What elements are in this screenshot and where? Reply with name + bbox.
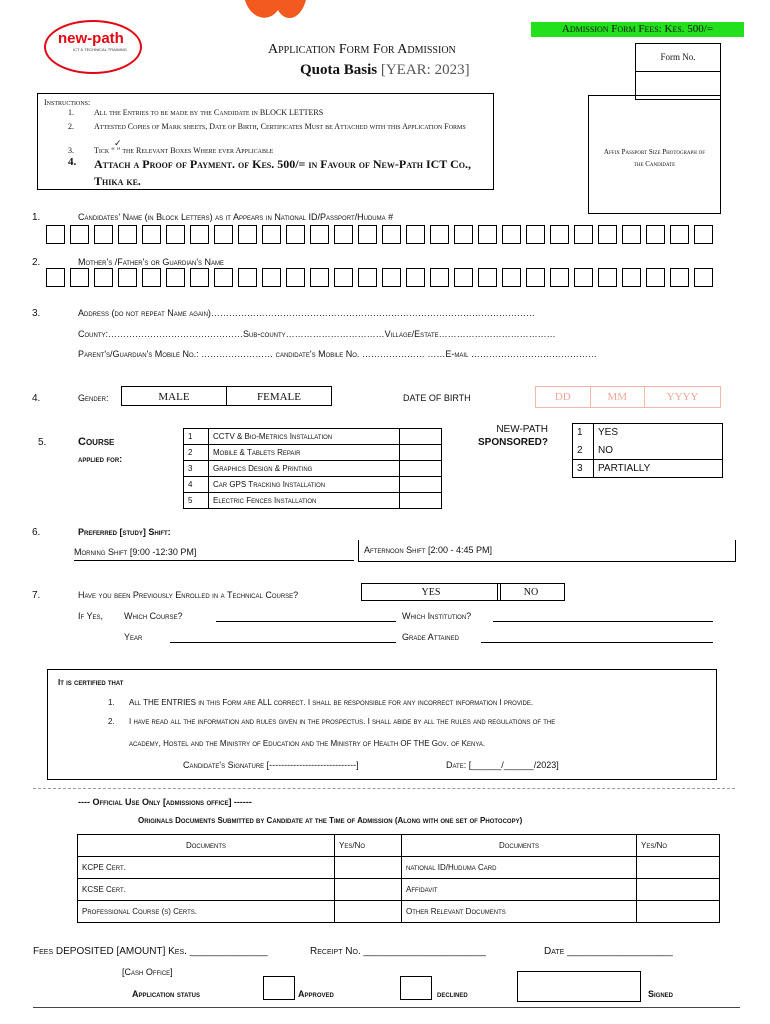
instructions-box: [37, 93, 494, 190]
dob-label: DATE OF BIRTH: [403, 393, 471, 403]
course-option: Graphics Design & Printing: [209, 461, 400, 477]
document-row: Other Relevant Documents: [402, 901, 637, 923]
instruction-2: Attested Copies of Mark sheets, Date of Birth, Certificates Must be Attached with this Application Forms: [94, 122, 466, 131]
instruction-1: All the Entries to be made by the Candidate in BLOCK LETTERS: [94, 108, 324, 117]
q3-number: 3.: [32, 308, 41, 319]
document-yesno[interactable]: [335, 901, 402, 923]
dob-field[interactable]: [535, 386, 721, 408]
receipt-no[interactable]: Receipt No. ______________________: [310, 946, 486, 957]
year-input[interactable]: [170, 642, 396, 643]
q2-label: Mother's /Father's or Guardian's Name: [78, 257, 225, 267]
form-no-box: [635, 43, 721, 100]
year-label: Year: [124, 632, 143, 642]
course-table: [183, 428, 442, 509]
document-row: KCPE Cert.: [78, 857, 335, 879]
col-yesno: Yes/No: [335, 835, 402, 857]
which-institution-label: Which Institution?: [402, 611, 472, 621]
documents-table: [77, 834, 720, 923]
office-use-subheading: Originals Documents Submitted by Candidate at the Time of Admission (Along with one set of Photocopy): [138, 816, 523, 825]
name-grid[interactable]: [46, 225, 718, 244]
shift-label: Preferred [study] Shift:: [78, 527, 171, 537]
instructions-heading: Instructions:: [44, 98, 91, 107]
sponsored-number: 2: [573, 442, 594, 460]
instruction-3-number: 3.: [68, 146, 74, 155]
footer-date[interactable]: Date ___________________: [544, 946, 673, 957]
document-yesno[interactable]: [637, 857, 720, 879]
course-checkbox[interactable]: [400, 461, 442, 477]
office-use-heading: ---- Official Use Only [admissions office] ------: [78, 797, 252, 807]
q4-number: 4.: [32, 393, 41, 404]
address-field[interactable]: Address (do not repeat Name again)………………………………………………………………………………………………: [78, 308, 535, 318]
q1-number: 1.: [32, 212, 41, 223]
signature-date[interactable]: Date: [______/______/2023]: [446, 760, 559, 770]
document-row: KCSE Cert.: [78, 879, 335, 901]
passport-photo-box[interactable]: [588, 95, 721, 214]
course-checkbox[interactable]: [400, 493, 442, 509]
instruction-4-number: 4.: [68, 156, 77, 168]
declined-label: declined: [437, 989, 468, 999]
gender-female[interactable]: FEMALE: [226, 386, 332, 406]
guardian-name-grid[interactable]: [46, 268, 718, 287]
grade-input[interactable]: [481, 642, 713, 643]
document-yesno[interactable]: [637, 879, 720, 901]
q7-number: 7.: [32, 590, 41, 601]
course-number: 1: [184, 429, 209, 445]
which-course-label: Which Course?: [124, 611, 183, 621]
q5-number: 5.: [38, 437, 47, 448]
fees-deposited[interactable]: Fees DEPOSITED [AMOUNT] Kes. ______________: [33, 946, 268, 957]
signed-box[interactable]: [517, 971, 641, 1002]
instruction-2-number: 2.: [68, 122, 74, 131]
certification-1: All THE ENTRIES in this Form are ALL correct. I shall be responsible for any incorrect information I provide.: [129, 698, 534, 707]
q2-number: 2.: [32, 257, 41, 268]
previous-course-label: Have you been Previously Enrolled in a Technical Course?: [78, 590, 299, 600]
course-checkbox[interactable]: [400, 477, 442, 493]
col-documents: Documents: [402, 835, 637, 857]
certification-1-number: 1.: [108, 698, 115, 707]
mobile-field[interactable]: Parent's/Guardian's Mobile No.: …………………… candidate's Mobile No. ………………… ……E-mail ……………………………………: [78, 349, 597, 359]
signed-label: Signed: [648, 989, 674, 999]
course-option: CCTV & Bio-Metrics Installation: [209, 429, 400, 445]
cash-office: [Cash Office]: [122, 967, 173, 977]
sponsored-option[interactable]: NO: [594, 442, 723, 460]
photo-instruction: Affix Passport Size Photograph of the Candidate: [603, 148, 706, 168]
instruction-4: Attach a Proof of Payment. of Kes. 500/= in Favour of New-Path ICT Co., Thika ke.: [94, 157, 471, 188]
course-option: Mobile & Tablets Repair: [209, 445, 400, 461]
sponsored-option[interactable]: YES: [594, 424, 723, 442]
morning-shift-line: [74, 560, 354, 561]
dob-month[interactable]: MM: [591, 387, 646, 407]
course-checkbox[interactable]: [400, 445, 442, 461]
instruction-3: Tick “ ” the Relevant Boxes Where ever Applicable: [94, 146, 274, 155]
afternoon-shift-edge: [735, 540, 736, 562]
course-number: 4: [184, 477, 209, 493]
sponsored-number: 3: [573, 460, 594, 478]
grade-label: Grade Attained: [402, 632, 459, 642]
document-row: national ID/Huduma Card: [402, 857, 637, 879]
certification-2: I have read all the information and rules given in the prospectus. I shall abide by all the rules and regulations of the: [129, 717, 556, 726]
fees-banner: Admission Form Fees: Kes. 500/=: [531, 22, 744, 37]
gender-male[interactable]: MALE: [121, 386, 227, 406]
which-institution-input[interactable]: [493, 621, 713, 622]
q1-label: Candidates' Name (in Block Letters) as it Appears in National ID/Passport/Huduma #: [78, 212, 394, 222]
approved-checkbox[interactable]: [263, 976, 295, 1000]
sponsored-label-1: NEW-PATH: [496, 424, 548, 435]
footer-rule: [33, 1007, 740, 1008]
certification-3: academy, Hostel and the Ministry of Education and the Ministry of Health OF THE Gov. of Kenya.: [129, 739, 486, 748]
candidate-signature[interactable]: Candidate's Signature [-----------------------------]: [183, 760, 359, 770]
application-status: Application status: [132, 989, 200, 999]
course-checkbox[interactable]: [400, 429, 442, 445]
logo: new-path: [58, 30, 124, 47]
document-yesno[interactable]: [637, 901, 720, 923]
which-course-input[interactable]: [216, 621, 396, 622]
form-title: Application Form For Admission: [268, 42, 456, 57]
afternoon-shift[interactable]: Afternoon Shift [2:00 - 4:45 PM]: [364, 545, 493, 555]
previous-course-yes[interactable]: YES: [361, 583, 501, 601]
form-year: [YEAR: 2023]: [380, 62, 470, 78]
col-yesno: Yes/No: [637, 835, 720, 857]
course-label-2: applied for:: [78, 454, 123, 464]
approved-label: Approved: [298, 989, 334, 999]
certification-2-number: 2.: [108, 717, 115, 726]
course-number: 5: [184, 493, 209, 509]
course-label: Course: [78, 436, 115, 448]
logo-subtitle: ICT & TECHNICAL TRAINING: [73, 47, 127, 52]
declined-checkbox[interactable]: [400, 976, 432, 1000]
if-yes-label: If Yes,: [78, 611, 104, 621]
document-yesno[interactable]: [335, 857, 402, 879]
decorative-blob: [240, 0, 310, 28]
certification-heading: It is certified that: [58, 678, 124, 687]
dob-year[interactable]: YYYY: [666, 391, 699, 403]
tick-icon: ✓: [114, 138, 122, 148]
document-row: Professional Course (s) Certs.: [78, 901, 335, 923]
course-number: 3: [184, 461, 209, 477]
quota-basis: Quota Basis: [300, 62, 378, 78]
form-no-label: Form No.: [636, 44, 720, 72]
cut-line: [33, 788, 735, 789]
instruction-1-number: 1.: [68, 108, 74, 117]
morning-shift[interactable]: Morning Shift [9:00 -12:30 PM]: [74, 547, 197, 557]
sponsored-number: 1: [573, 424, 594, 442]
course-option: Car GPS Tracking Installation: [209, 477, 400, 493]
course-option: Electric Fences Installation: [209, 493, 400, 509]
previous-course-no[interactable]: NO: [497, 583, 565, 601]
course-number: 2: [184, 445, 209, 461]
col-documents: Documents: [78, 835, 335, 857]
gender-label: Gender:: [78, 393, 109, 403]
form-subtitle: [300, 62, 470, 79]
sponsored-option[interactable]: PARTIALLY: [594, 460, 723, 478]
document-yesno[interactable]: [335, 879, 402, 901]
county-field[interactable]: County:………………………………………Sub-county……………………………Village/Estate…………………………………: [78, 329, 556, 339]
document-row: Affidavit: [402, 879, 637, 901]
sponsored-table: [572, 423, 723, 478]
dob-day[interactable]: DD: [536, 387, 591, 407]
q6-number: 6.: [32, 527, 41, 538]
sponsored-label-2: SPONSORED?: [477, 437, 548, 448]
